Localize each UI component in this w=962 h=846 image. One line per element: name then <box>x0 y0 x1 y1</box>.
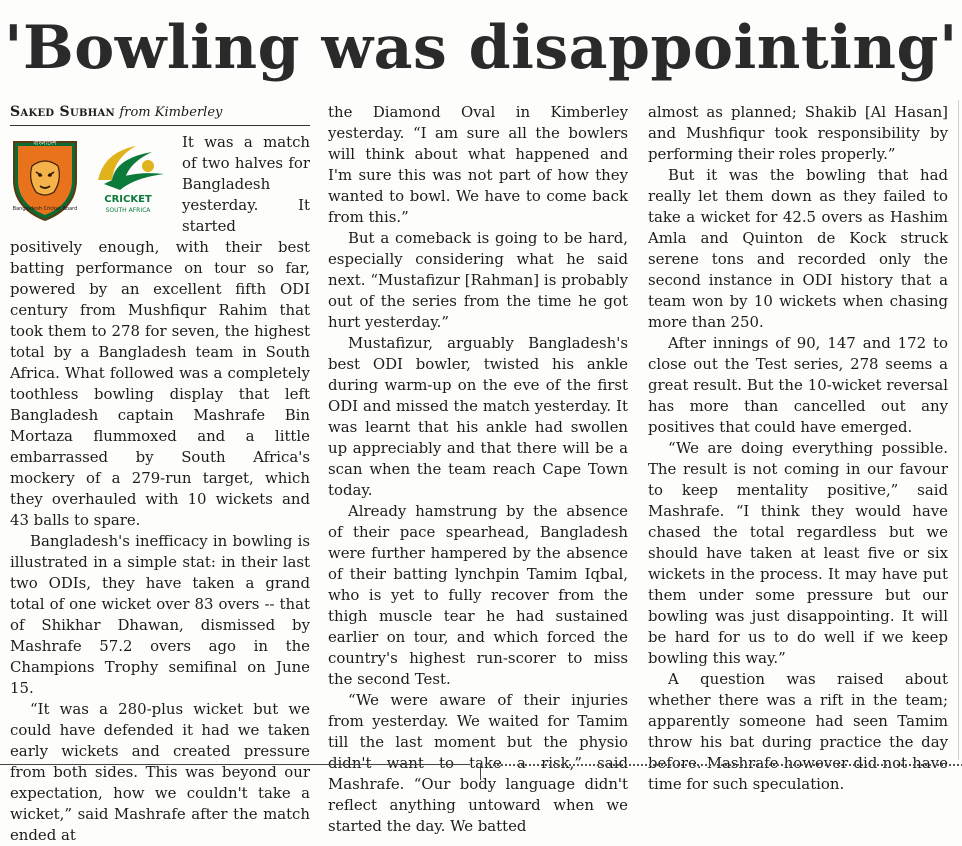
cricket-south-africa-logo <box>90 140 170 220</box>
paragraph: the Diamond Oval in Kimberley yesterday. “I am sure all the bowlers will think about what happened and I'm sure this was not part of how they wanted to bowl. We have to come back from this.” <box>328 103 628 226</box>
bcb-logo-ring-text: Bangladesh Cricket Board <box>12 206 78 212</box>
paragraph: But it was the bowling that had really let them down as they failed to take a wicket for 42.5 overs as Hashim Amla and Quinton de Kock struck serene tons and recorded only the second instance in ODI history that a team won by 10 wickets when chasing more than 250. <box>648 166 948 331</box>
paragraph: Already hamstrung by the absence of their pace spearhead, Bangladesh were further hampered by the absence of their batting lynchpin Tamim Iqbal, who is yet to fully recover from the thigh muscle tear he had sustained earlier on tour, and which forced the country's highest run-scorer to miss the second Test. <box>328 502 628 688</box>
headline: 'Bowling was disappointing' <box>4 13 958 83</box>
team-logos <box>10 136 174 224</box>
paragraph: After innings of 90, 147 and 172 to close out the Test series, 278 seems a great result. But the 10-wicket reversal has more than cancelled out any positives that could have emerged. <box>648 334 948 436</box>
csa-logo-line2: SOUTH AFRICA <box>105 207 151 214</box>
bangladesh-cricket-board-logo <box>10 136 80 222</box>
bottom-rule <box>0 764 470 765</box>
paragraph: “We were aware of their injuries from yesterday. We waited for Tamim till the last moment but the physio didn't want to take a risk,” said Mashrafe. “Our body language didn't reflect anything untoward when we started the day. We batted <box>328 691 628 835</box>
paragraph: But a comeback is going to be hard, especially considering what he said next. “Mustafizur [Rahman] is probably out of the series from the time he got hurt yesterday.” <box>328 229 628 331</box>
byline-location: from Kimberley <box>119 105 223 120</box>
page-edge-rule <box>958 100 959 760</box>
paragraph: Bangladesh's inefficacy in bowling is illustrated in a simple stat: in their last two ODIs, they have taken a grand total of one wicket over 83 overs -- that of Shikhar Dhawan, dismissed by Mashrafe 57.2 overs ago in the Champions Trophy semifinal on June 15. <box>10 532 310 697</box>
paragraph: “We are doing everything possible. The result is not coming in our favour to keep mentality positive,” said Mashrafe. “I think they would have chased the total regardless but we should have taken at least five or six wickets in the process. It may have put them under some pressure but our bowling was just disappointing. It will be hard for us to do well if we keep bowling this way.” <box>648 439 948 667</box>
dotted-separator <box>480 764 962 780</box>
csa-logo-line1: CRICKET <box>104 194 152 205</box>
paragraph: “It was a 280-plus wicket but we could have defended it had we taken early wickets and created pressure from both sides. This was beyond our expectation, how we couldn't take a wicket,” said Mashrafe after the match ended at <box>10 700 310 844</box>
article-column-3 <box>648 102 948 795</box>
article-column-1 <box>10 102 310 846</box>
paragraph: almost as planned; Shakib [Al Hasan] and Mushfiqur took responsibility by performing their roles properly.” <box>648 103 948 163</box>
paragraph: It was a match of two halves for Bangladesh yesterday. It started positively enough, with their best batting performance on tour so far, powered by an excellent fifth ODI century from Mushfiqur Rahim that took them to 278 for seven, the highest total by a Bangladesh team in South Africa. What followed was a completely toothless bowling display that left Bangladesh captain Mashrafe Bin Mortaza flummoxed and a little embarrassed by South Africa's mockery of a 279-run target, which they overhauled with 10 wickets and 43 balls to spare. <box>10 133 310 529</box>
paragraph: Mustafizur, arguably Bangladesh's best ODI bowler, twisted his ankle during warm-up on the eve of the first ODI and missed the match yesterday. It was learnt that his ankle had swollen up appreciably and that there will be a scan when the team reach Cape Town today. <box>328 334 628 499</box>
paragraph: A question was raised about whether there was a rift in the team; apparently someone had seen Tamim throw his bat during practice the day before. Mashrafe however did not have time for such speculation. <box>648 670 948 793</box>
byline-author: Saked Subhan <box>10 104 115 120</box>
byline <box>10 102 310 126</box>
article-column-2 <box>328 102 628 837</box>
bcb-logo-top-text: বাংলাদেশ <box>33 140 57 147</box>
